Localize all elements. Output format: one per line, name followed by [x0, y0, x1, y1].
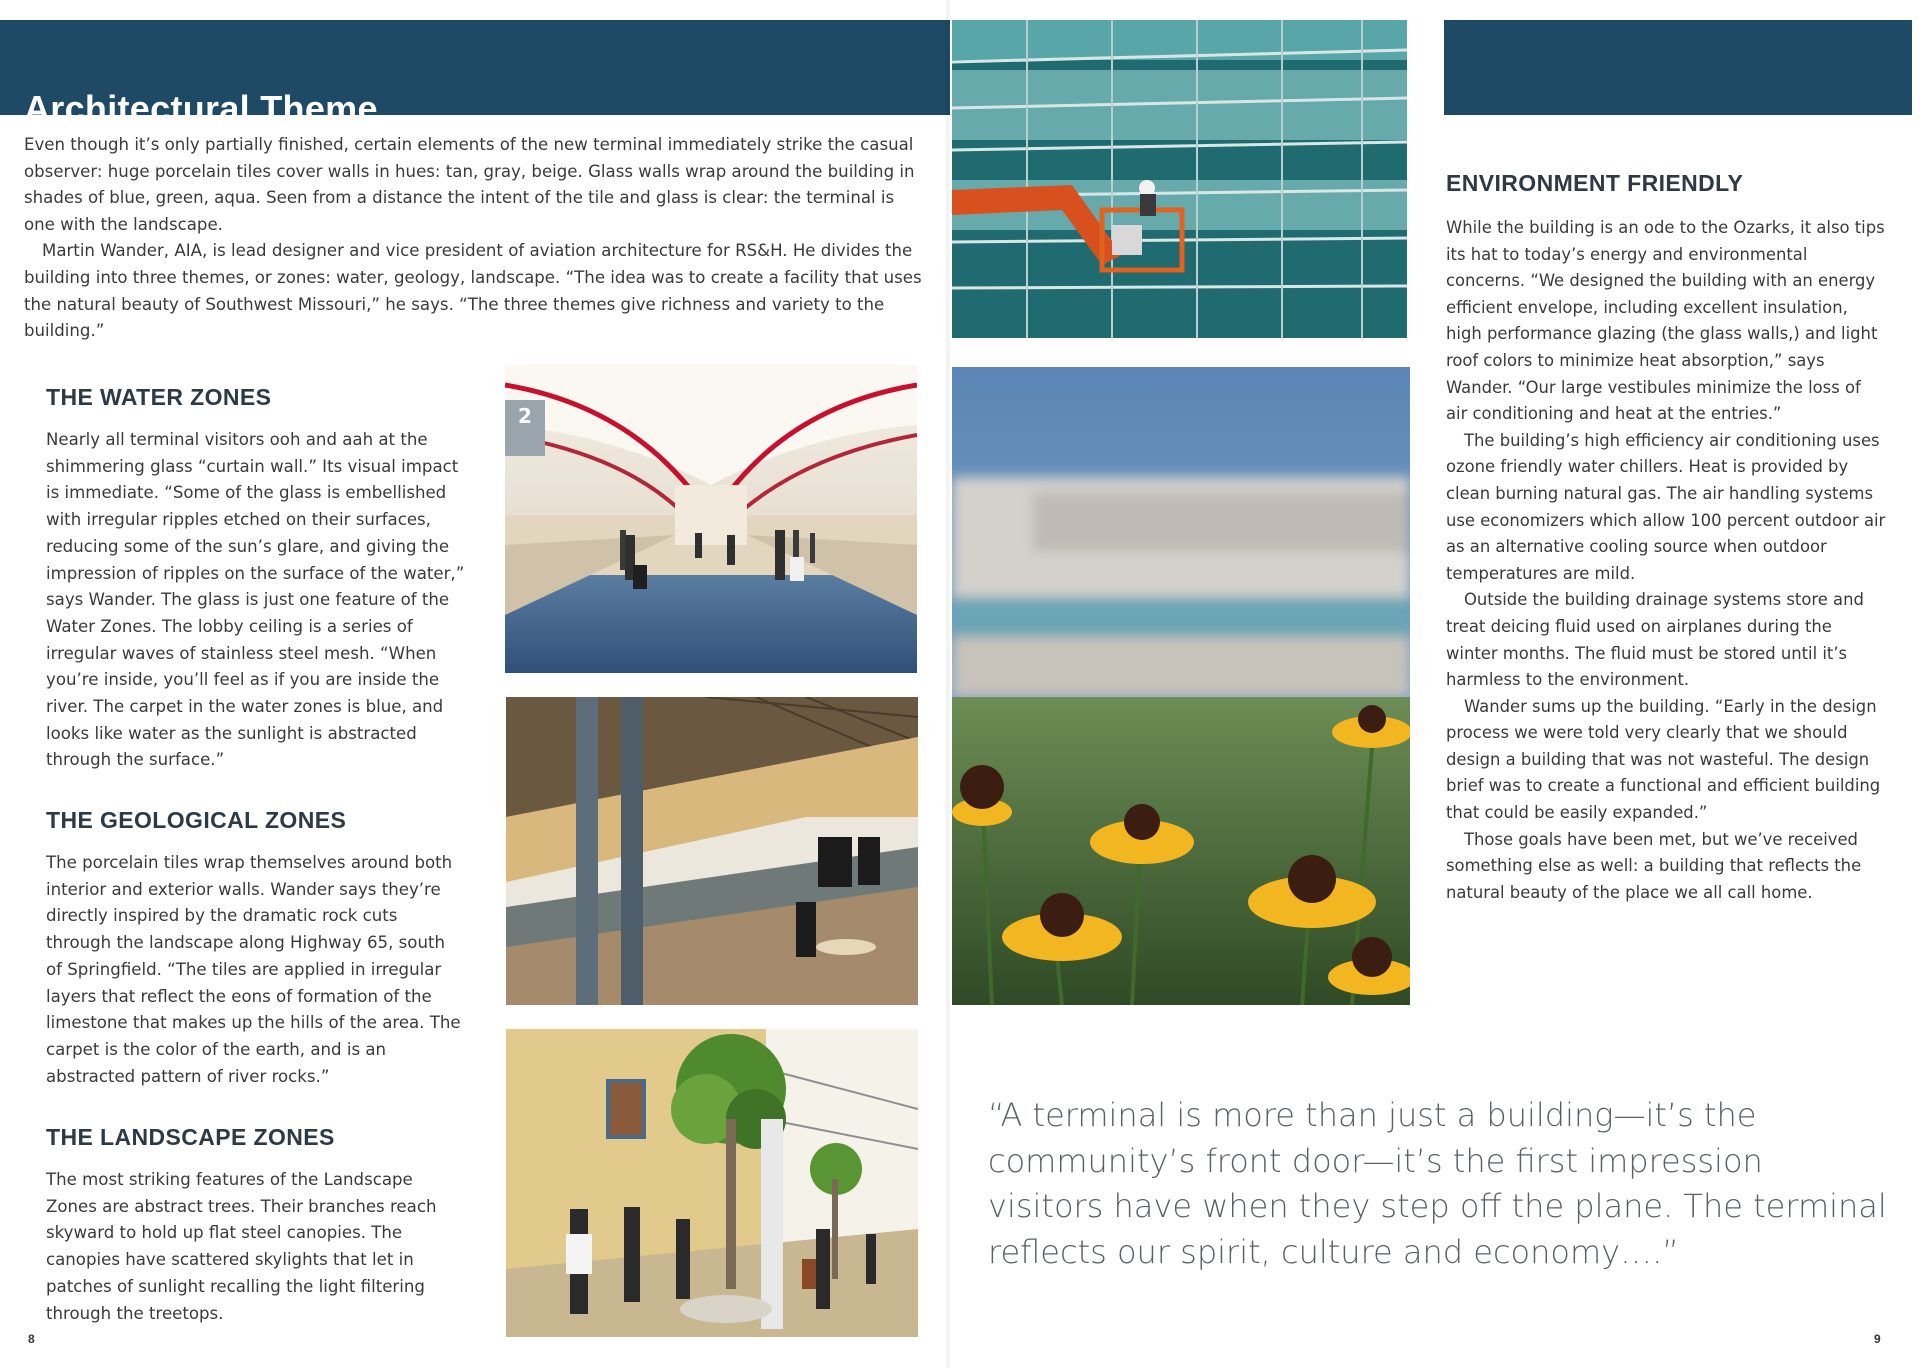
intro-paragraph: Even though it’s only partially finished, certain elements of the new terminal immediately strike the casual observer: huge porcelain tiles cover walls in hues: tan, gray, beige. Glass walls wrap around the building in shades of blue, green, aqua. Seen from a distance the intent of the tile and glass is clear: the terminal is one with the landscape. — [24, 135, 915, 234]
curtain-wall-lift-photo — [952, 20, 1407, 338]
landscape-zones-heading: THE LANDSCAPE ZONES — [46, 1124, 335, 1150]
geological-zone-tile-wall-photo — [506, 697, 918, 1005]
environment-friendly-section — [1446, 170, 1886, 906]
title-banner — [0, 20, 950, 129]
environment-paragraph: Outside the building drainage systems store and treat deicing fluid used on airplanes during the winter months. The fluid must be stored until it’s harmless to the environment. — [1446, 590, 1864, 690]
environment-paragraph: While the building is an ode to the Ozarks, it also tips its hat to today’s energy and environmental concerns. “We designed the building with an energy efficient envelope, including excellent insulation, high performance glazing (the glass walls,) and light roof colors to minimize heat absorption,” says Wander. “Our large vestibules minimize the loss of air conditioning and heat at the entries.” — [1446, 218, 1885, 424]
landscape-zones-body: The most striking features of the Landscape Zones are abstract trees. Their branches reach skyward to hold up flat steel canopies. The canopies have scattered skylights that let in patches of sunlight recalling the light filtering through the treetops. — [46, 1170, 437, 1323]
geological-zones-heading: THE GEOLOGICAL ZONES — [46, 807, 347, 833]
water-zones-heading: THE WATER ZONES — [46, 384, 272, 410]
intro-paragraph: Martin Wander, AIA, is lead designer and vice president of aviation architecture for RS&H. He divides the building into three themes, or zones: water, geology, landscape. “The idea was to create a facility that uses the natural beauty of Southwest Missouri,” he says. “The three themes give richness and variety to the building.” — [24, 241, 922, 341]
header-banner — [1444, 20, 1912, 115]
water-zone-concourse-photo — [505, 365, 917, 673]
landscape-zones-section — [46, 1124, 466, 1327]
page-number-right: 9 — [1874, 1332, 1881, 1346]
geological-zones-body: The porcelain tiles wrap themselves around both interior and exterior walls. Wander says they’re directly inspired by the dramatic rock cuts through the landscape along Highway 65, south of Springfield. “The tiles are applied in irregular layers that reflect the eons of formation of the limestone that makes up the hills of the area. The carpet is the color of the earth, and is an abstracted pattern of river rocks.” — [46, 853, 461, 1086]
intro-text — [24, 132, 924, 345]
environment-paragraph: Those goals have been met, but we’ve received something else as well: a building that reflects the natural beauty of the place we all call home. — [1446, 829, 1862, 902]
environment-paragraph: The building’s high efficiency air conditioning uses ozone friendly water chillers. Heat is provided by clean burning natural gas. The air handling systems use economizers which allow 100 percent outdoor air as an alternative cooling source when outdoor temperatures are mild. — [1446, 430, 1886, 583]
black-eyed-susans-photo — [952, 367, 1410, 1005]
page-title: Architectural Theme — [24, 88, 378, 129]
pull-quote: “A terminal is more than just a building—it’s the community’s front door—it’s the first impression visitors have when they step off the plane. The terminal reflects our spirit, culture and economy….” — [988, 1096, 1887, 1271]
landscape-zone-trees-photo — [506, 1029, 918, 1337]
left-page — [0, 0, 950, 1368]
environment-friendly-heading: ENVIRONMENT FRIENDLY — [1446, 170, 1744, 196]
environment-paragraph: Wander sums up the building. “Early in the design process we were told very clearly that we should design a building that was not wasteful. The design brief was to create a functional and efficient building that could be easily expanded.” — [1446, 696, 1881, 823]
water-zones-body: Nearly all terminal visitors ooh and aah at the shimmering glass “curtain wall.” Its visual impact is immediate. “Some of the glass is embellished with irregular ripples etched on their surfaces, reducing some of the sun’s glare, and giving the impression of ripples on the surface of the water,” says Wander. The glass is just one feature of the Water Zones. The lobby ceiling is a series of irregular waves of stainless steel mesh. “When you’re inside, you’ll feel as if you are inside the river. The carpet in the water zones is blue, and looks like water as the sunlight is abstracted through the surface.” — [46, 430, 465, 770]
right-page — [950, 0, 1920, 1368]
gate-sign-number: 2 — [518, 404, 532, 428]
geological-zones-section — [46, 807, 466, 1090]
page-number-left: 8 — [28, 1332, 35, 1346]
water-zones-section — [46, 384, 466, 774]
